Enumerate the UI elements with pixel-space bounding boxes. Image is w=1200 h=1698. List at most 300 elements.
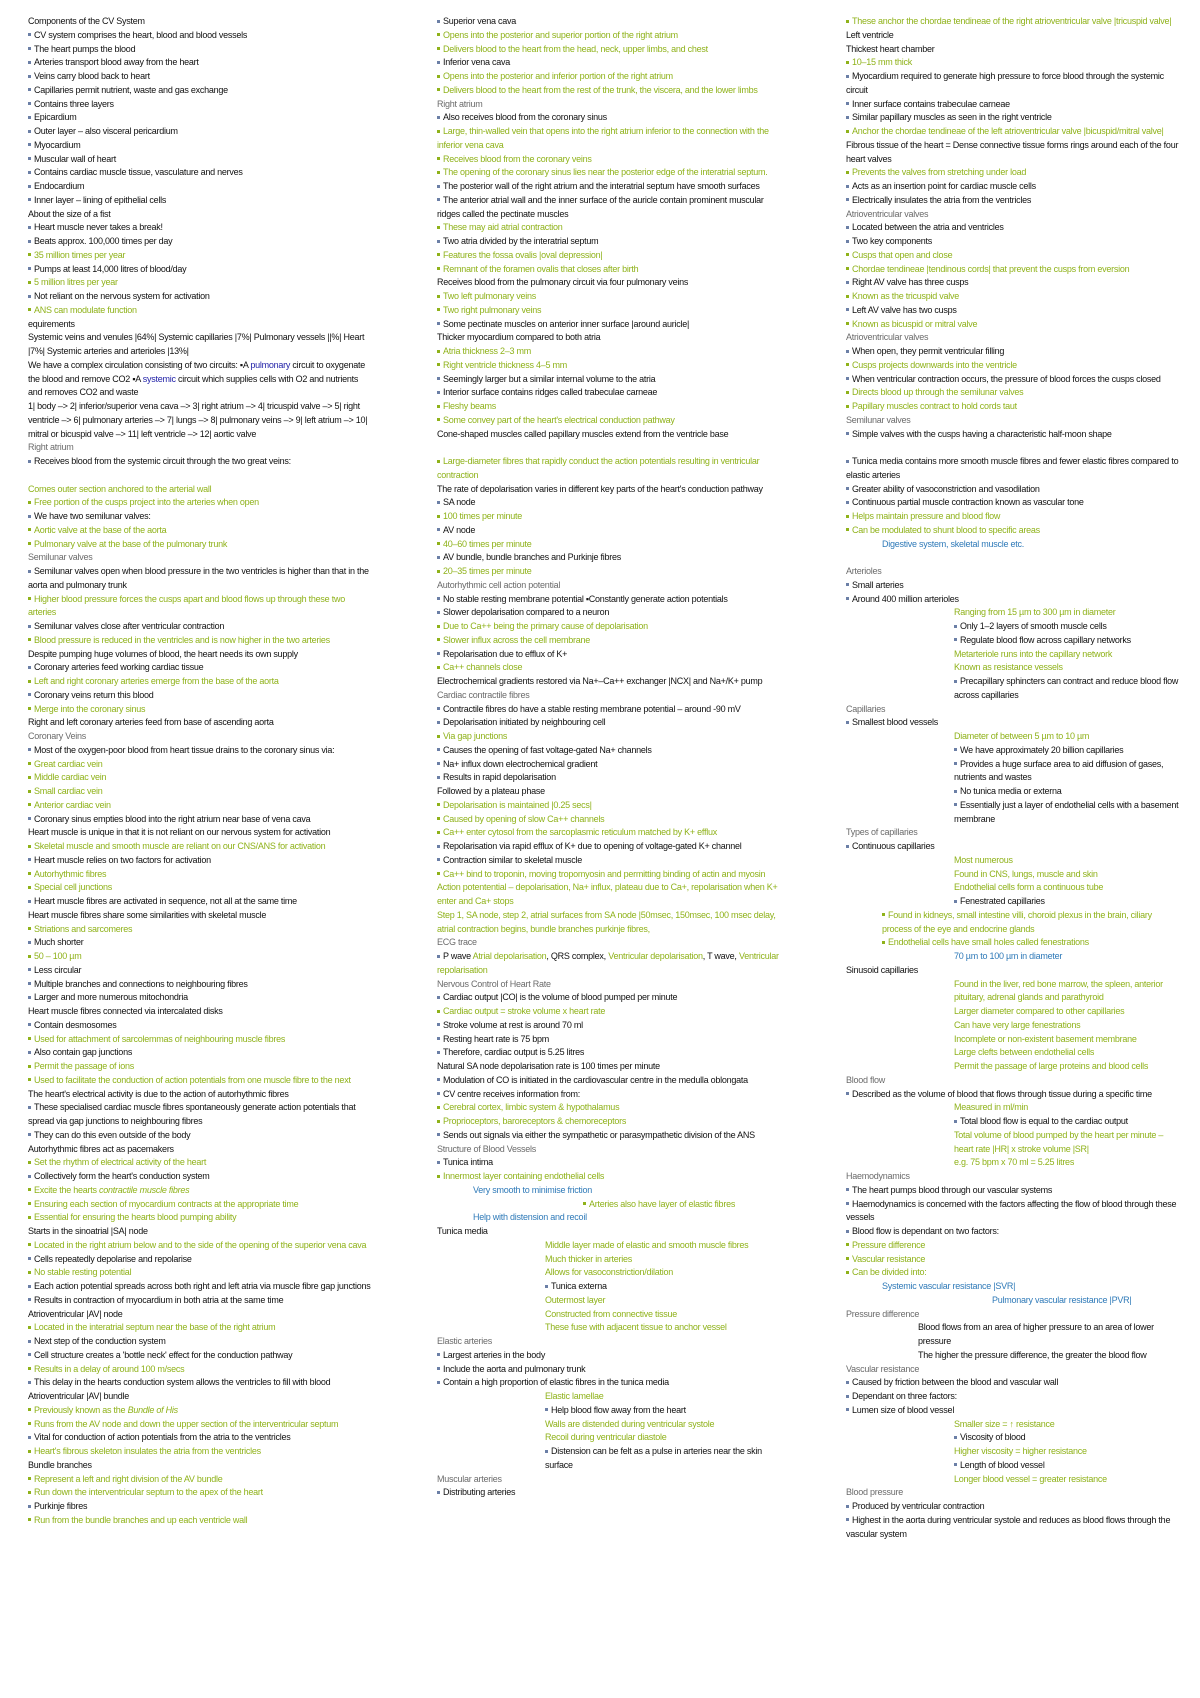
sub-bullet-note: Results in a delay of around 100 m/secs <box>28 1363 373 1377</box>
bullet-item: Length of blood vessel <box>846 1459 1181 1473</box>
sub-bullet-note: Remnant of the foramen ovalis that closes after birth <box>437 263 782 277</box>
sub-bullet-note: Left and right coronary arteries emerge from the base of the aorta <box>28 675 373 689</box>
sub-bullet-note: Striations and sarcomeres <box>28 923 373 937</box>
sub-bullet-note: Cerebral cortex, limbic system & hypothalamus <box>437 1101 782 1115</box>
sub-bullet-note: Higher blood pressure forces the cusps apart and blood flows up through these two arteries <box>28 593 373 621</box>
text-segment: , QRS complex, <box>546 951 609 961</box>
note-heading: Starts in the sinoatrial |SA| node <box>28 1226 148 1236</box>
section-subheading: Nervous Control of Heart Rate <box>437 978 551 989</box>
sub-bullet-note: Proprioceptors, baroreceptors & chemoreceptors <box>437 1115 782 1129</box>
sub-bullet-note: Essential for ensuring the hearts blood pumping ability <box>28 1211 373 1225</box>
bullet-item: Essentially just a layer of endothelial cells with a basement membrane <box>846 799 1181 827</box>
sub-bullet-note: Vascular resistance <box>846 1253 1181 1267</box>
section-subheading: Coronary Veins <box>28 731 87 741</box>
bullet-item: Right AV valve has three cusps <box>846 276 1181 290</box>
section-subheading: Vascular resistance <box>846 1363 920 1374</box>
bullet-item: Cardiac output |CO| is the volume of blood pumped per minute <box>437 991 782 1005</box>
section-subheading: Atrioventricular valves <box>846 208 929 219</box>
note-text: Can have very large fenestrations <box>954 1019 1081 1030</box>
highlighted-note: Systemic vascular resistance |SVR| <box>882 1281 1016 1291</box>
section-subheading: Pressure difference <box>846 1308 920 1319</box>
sub-bullet-note: Merge into the coronary sinus <box>28 703 373 717</box>
sub-bullet-note: Anchor the chordae tendineae of the left atrioventricular valve |bicuspid/mitral valve| <box>846 125 1181 139</box>
bullet-item: Inferior vena cava <box>437 56 782 70</box>
bullet-item: Myocardium <box>28 139 373 153</box>
bullet-item: Causes the opening of fast voltage-gated Na+ channels <box>437 744 782 758</box>
note-text: Constructed from connective tissue <box>545 1308 678 1319</box>
section-subheading: Arterioles <box>846 566 882 576</box>
sub-bullet-note: Can be divided into: <box>846 1266 1181 1280</box>
bullet-item: Produced by ventricular contraction <box>846 1500 1181 1514</box>
bullet-item: This delay in the hearts conduction system allows the ventricles to fill with blood <box>28 1376 373 1390</box>
bullet-item: Depolarisation initiated by neighbouring cell <box>437 716 782 730</box>
sub-bullet-note: Caused by opening of slow Ca++ channels <box>437 813 782 827</box>
bullet-item: Less circular <box>28 964 373 978</box>
bullet-item: These specialised cardiac muscle fibres spontaneously generate action potentials that spread via gap junctions to neighbouring fibres <box>28 1101 373 1129</box>
note-heading: About the size of a fist <box>28 208 111 219</box>
sub-bullet-note: Receives blood from the coronary veins <box>437 153 782 167</box>
bullet-item: Endocardium <box>28 180 373 194</box>
sub-bullet-note: Two right pulmonary veins <box>437 304 782 318</box>
bullet-item: Tunica media contains more smooth muscle fibres and fewer elastic fibres compared to elastic arteries <box>846 455 1181 483</box>
blank-line <box>28 469 373 483</box>
sub-bullet-note: The opening of the coronary sinus lies near the posterior edge of the interatrial septum. <box>437 166 782 180</box>
bullet-item: Caused by friction between the blood and vascular wall <box>846 1376 1181 1390</box>
note-text: e.g. 75 bpm x 70 ml = 5.25 litres <box>954 1157 1075 1168</box>
bullet-item: Left AV valve has two cusps <box>846 304 1181 318</box>
bullet-item: Myocardium required to generate high pressure to force blood through the systemic circuit <box>846 70 1181 98</box>
note-text: Permit the passage of large proteins and blood cells <box>954 1061 1149 1071</box>
note-heading: The higher the pressure difference, the greater the blood flow <box>918 1349 1147 1360</box>
note-text: These fuse with adjacent tissue to anchor vessel <box>545 1322 727 1333</box>
bullet-item: Distributing arteries <box>437 1486 782 1500</box>
bullet-item: Much shorter <box>28 936 373 950</box>
bullet-item: Continuous capillaries <box>846 840 1181 854</box>
bullet-item: Help blood flow away from the heart <box>437 1404 782 1418</box>
section-subheading: Semilunar valves <box>846 414 911 425</box>
note-text: Endothelial cells form a continuous tube <box>954 882 1104 893</box>
bullet-item: Acts as an insertion point for cardiac muscle cells <box>846 180 1181 194</box>
section-subheading: Right atrium <box>437 98 483 109</box>
sub-bullet-note: Middle cardiac vein <box>28 771 373 785</box>
bullet-item: Lumen size of blood vessel <box>846 1404 1181 1418</box>
bullet-item: Dependant on three factors: <box>846 1390 1181 1404</box>
sub-bullet-note: Via gap junctions <box>437 730 782 744</box>
sub-bullet-note: Slower influx across the cell membrane <box>437 634 782 648</box>
note-text: Diameter of between 5 µm to 10 µm <box>954 731 1090 741</box>
sub-bullet-note: Aortic valve at the base of the aorta <box>28 524 373 538</box>
bullet-item: CV system comprises the heart, blood and blood vessels <box>28 29 373 43</box>
sub-bullet-note: Directs blood up through the semilunar valves <box>846 386 1181 400</box>
note-text: Known as resistance vessels <box>954 662 1063 673</box>
note-heading: Thickest heart chamber <box>846 43 935 54</box>
sub-bullet-note: Some convey part of the heart's electrical conduction pathway <box>437 414 782 428</box>
sub-bullet-note: 35 million times per year <box>28 249 373 263</box>
sub-bullet-note: 20–35 times per minute <box>437 565 782 579</box>
bullet-item: Total blood flow is equal to the cardiac output <box>846 1115 1181 1129</box>
sub-bullet-note: Anterior cardiac vein <box>28 799 373 813</box>
note-heading: Cone-shaped muscles called papillary muscles extend from the ventricle base <box>437 428 729 439</box>
note-text: Allows for vasoconstriction/dilation <box>545 1267 674 1278</box>
bullet-item: Smallest blood vessels <box>846 716 1181 730</box>
bullet-item: When open, they permit ventricular filling <box>846 345 1181 359</box>
section-subheading: Blood flow <box>846 1074 886 1085</box>
sub-bullet-note: Set the rhythm of electrical activity of the heart <box>28 1156 373 1170</box>
bullet-item: Collectively form the heart's conduction system <box>28 1170 373 1184</box>
sub-bullet-note: Cusps projects downwards into the ventricle <box>846 359 1181 373</box>
text-segment: Bundle of His <box>127 1404 178 1415</box>
bullet-item: Interior surface contains ridges called trabeculae carneae <box>437 386 782 400</box>
note-heading: equirements <box>28 318 75 329</box>
bullet-item: Modulation of CO is initiated in the cardiovascular centre in the medulla oblongata <box>437 1074 782 1088</box>
sub-bullet-note: Special cell junctions <box>28 881 373 895</box>
bullet-item: Similar papillary muscles as seen in the right ventricle <box>846 111 1181 125</box>
note-heading: Receives blood from the pulmonary circuit via four pulmonary veins <box>437 277 689 288</box>
sub-bullet-note: Opens into the posterior and inferior portion of the right atrium <box>437 70 782 84</box>
section-subheading: Muscular arteries <box>437 1473 502 1484</box>
sub-bullet-note: Opens into the posterior and superior portion of the right atrium <box>437 29 782 43</box>
bullet-item: We have approximately 20 billion capillaries <box>846 744 1181 758</box>
bullet-item: Distension can be felt as a pulse in arteries near the skin surface <box>437 1445 782 1473</box>
highlighted-note: Help with distension and recoil <box>473 1212 587 1223</box>
bullet-item: Only 1–2 layers of smooth muscle cells <box>846 620 1181 634</box>
bullet-item: Heart muscle relies on two factors for activation <box>28 854 373 868</box>
bullet-item: Repolarisation due to efflux of K+ <box>437 648 782 662</box>
bullet-item: Heart muscle fibres are activated in sequence, not all at the same time <box>28 895 373 909</box>
sub-bullet-note: Known as the tricuspid valve <box>846 290 1181 304</box>
bullet-item: Results in contraction of myocardium in both atria at the same time <box>28 1294 373 1308</box>
highlighted-term: pulmonary <box>250 359 291 370</box>
blank-line <box>846 441 1181 455</box>
note-text: Higher viscosity = higher resistance <box>954 1446 1087 1456</box>
bullet-item: Results in rapid depolarisation <box>437 771 782 785</box>
bullet-item: Veins carry blood back to heart <box>28 70 373 84</box>
section-subheading: Types of capillaries <box>846 827 918 838</box>
note-heading: Followed by a plateau phase <box>437 786 545 796</box>
note-heading: Left ventricle <box>846 29 894 40</box>
bullet-item: Purkinje fibres <box>28 1500 373 1514</box>
highlighted-phrase: Atrial depolarisation <box>472 951 547 961</box>
bullet-item: Slower depolarisation compared to a neuron <box>437 606 782 620</box>
note-text: Found in the liver, red bone marrow, the spleen, anterior pituitary, adrenal glands and parathyroid <box>954 978 1163 1003</box>
sub-bullet-note: Cardiac output = stroke volume x heart rate <box>437 1005 782 1019</box>
bullet-item: Repolarisation via rapid efflux of K+ due to opening of voltage-gated K+ channel <box>437 840 782 854</box>
bullet-item: No tunica media or externa <box>846 785 1181 799</box>
sub-bullet-note: Chordae tendineae |tendinous cords| that prevent the cusps from eversion <box>846 263 1181 277</box>
section-subheading: Autorhythmic cell action potential <box>437 579 561 590</box>
bullet-item: CV centre receives information from: <box>437 1088 782 1102</box>
section-subheading: Capillaries <box>846 703 886 714</box>
sub-bullet-note: Ca++ channels close <box>437 661 782 675</box>
bullet-item: Superior vena cava <box>437 15 782 29</box>
note-heading: Blood flows from an area of higher pressure to an area of lower pressure <box>918 1322 1154 1346</box>
note-heading: Autorhythmic fibres act as pacemakers <box>28 1143 174 1154</box>
bullet-item: Coronary sinus empties blood into the right atrium near base of vena cava <box>28 813 373 827</box>
sub-bullet-note: Great cardiac vein <box>28 758 373 772</box>
notes-column-middle <box>437 15 782 1500</box>
note-text: Ranging from 15 µm to 300 µm in diameter <box>954 607 1116 618</box>
note-heading: Components of the CV System <box>28 16 145 26</box>
sub-bullet-note: Located in the interatrial septum near the base of the right atrium <box>28 1321 373 1335</box>
bullet-item: Blood flow is dependant on two factors: <box>846 1225 1181 1239</box>
bullet-item: Coronary veins return this blood <box>28 689 373 703</box>
note-heading: Atrioventricular |AV| bundle <box>28 1391 130 1401</box>
bullet-item: Contractile fibres do have a stable resting membrane potential – around -90 mV <box>437 703 782 717</box>
bullet-item: Epicardium <box>28 111 373 125</box>
bullet-item: Multiple branches and connections to neighbouring fibres <box>28 978 373 992</box>
note-text: Metarteriole runs into the capillary network <box>954 648 1113 659</box>
note-heading: Sinusoid capillaries <box>846 964 919 975</box>
note-text: Found in CNS, lungs, muscle and skin <box>954 868 1098 879</box>
text-segment: Excite the hearts <box>34 1184 100 1195</box>
sub-bullet-note: Prevents the valves from stretching under load <box>846 166 1181 180</box>
note-text: Large clefts between endothelial cells <box>954 1047 1095 1058</box>
bullet-item: Tunica externa <box>437 1280 782 1294</box>
sub-bullet-note: Papillary muscles contract to hold cords taut <box>846 400 1181 414</box>
bullet-item: Each action potential spreads across both right and left atria via muscle fibre gap junctions <box>28 1280 373 1294</box>
text-segment: We have a complex circulation consisting of two circuits: ▪A <box>28 359 251 370</box>
bullet-item: Inner surface contains trabeculae carneae <box>846 98 1181 112</box>
sub-bullet-note <box>28 1404 373 1418</box>
bullet-item: Na+ influx down electrochemical gradient <box>437 758 782 772</box>
sub-bullet-note: Depolarisation is maintained |0.25 secs| <box>437 799 782 813</box>
blank-line <box>846 551 1181 565</box>
sub-bullet-note: Can be modulated to shunt blood to specific areas <box>846 524 1181 538</box>
text-segment: Previously known as the <box>34 1404 128 1415</box>
bullet-item: Fenestrated capillaries <box>846 895 1181 909</box>
bullet-item: Semilunar valves open when blood pressure in the two ventricles is higher than that in the aorta and pulmonary trunk <box>28 565 373 593</box>
sub-bullet-note: Known as bicuspid or mitral valve <box>846 318 1181 332</box>
highlighted-term: systemic <box>142 373 176 384</box>
bullet-item: Coronary arteries feed working cardiac tissue <box>28 661 373 675</box>
sub-bullet-note: Found in kidneys, small intestine villi, choroid plexus in the brain, ciliary process of the eye and endocrine glands <box>846 909 1181 937</box>
sub-bullet-note: These may aid atrial contraction <box>437 221 782 235</box>
bullet-item: Two key components <box>846 235 1181 249</box>
bullet-item: Outer layer – also visceral pericardium <box>28 125 373 139</box>
sub-bullet-note: Large-diameter fibres that rapidly conduct the action potentials resulting in ventricular contraction <box>437 455 782 483</box>
note-heading: Electrochemical gradients restored via Na+–Ca++ exchanger |NCX| and Na+/K+ pump <box>437 676 763 686</box>
note-text: Comes outer section anchored to the arterial wall <box>28 483 212 494</box>
bullet-item: AV bundle, bundle branches and Purkinje fibres <box>437 551 782 565</box>
bullet-item: Receives blood from the systemic circuit through the two great veins: <box>28 455 373 469</box>
section-subheading: Right atrium <box>28 442 74 453</box>
bullet-item: No stable resting membrane potential ▪Constantly generate action potentials <box>437 593 782 607</box>
bullet-item: AV node <box>437 524 782 538</box>
bullet-item: The heart pumps the blood <box>28 43 373 57</box>
bullet-item: Some pectinate muscles on anterior inner surface |around auricle| <box>437 318 782 332</box>
sub-bullet-note: Free portion of the cusps project into the arteries when open <box>28 496 373 510</box>
sub-bullet-note: Due to Ca++ being the primary cause of depolarisation <box>437 620 782 634</box>
sub-bullet-note: Fleshy beams <box>437 400 782 414</box>
sub-bullet-note: Small cardiac vein <box>28 785 373 799</box>
bullet-item: Cell structure creates a 'bottle neck' effect for the conduction pathway <box>28 1349 373 1363</box>
bullet-item: Around 400 million arterioles <box>846 593 1181 607</box>
bullet-item: Larger and more numerous mitochondria <box>28 991 373 1005</box>
sub-bullet-note: Cusps that open and close <box>846 249 1181 263</box>
bullet-item: Located between the atria and ventricles <box>846 221 1181 235</box>
sub-bullet-note: Endothelial cells have small holes called fenestrations <box>846 936 1181 950</box>
bullet-item: SA node <box>437 496 782 510</box>
bullet-item: Arteries transport blood away from the heart <box>28 56 373 70</box>
sub-bullet-note: 5 million litres per year <box>28 276 373 290</box>
bullet-item: Stroke volume at rest is around 70 ml <box>437 1019 782 1033</box>
sub-bullet-note: Delivers blood to the heart from the rest of the trunk, the viscera, and the lower limbs <box>437 84 782 98</box>
sub-bullet-note: 40–60 times per minute <box>437 538 782 552</box>
bullet-item: Simple valves with the cusps having a characteristic half-moon shape <box>846 428 1181 442</box>
bullet-item: Small arteries <box>846 579 1181 593</box>
note-heading: Tunica media <box>437 1226 488 1236</box>
bullet-item: Provides a huge surface area to aid diffusion of gases, nutrients and wastes <box>846 758 1181 786</box>
note-heading <box>28 359 373 400</box>
bullet-item: Vital for conduction of action potentials from the atria to the ventricles <box>28 1431 373 1445</box>
bullet-item: Not reliant on the nervous system for activation <box>28 290 373 304</box>
bullet-item: The posterior wall of the right atrium and the interatrial septum have smooth surfaces <box>437 180 782 194</box>
note-heading: Heart muscle is unique in that it is not reliant on our nervous system for activation <box>28 827 331 838</box>
bullet-item: Most of the oxygen-poor blood from heart tissue drains to the coronary sinus via: <box>28 744 373 758</box>
sub-bullet-note: Used to facilitate the conduction of action potentials from one muscle fibre to the next <box>28 1074 373 1088</box>
note-text: Outermost layer <box>545 1294 606 1305</box>
note-text: Larger diameter compared to other capillaries <box>954 1006 1125 1016</box>
bullet-item: Contraction similar to skeletal muscle <box>437 854 782 868</box>
note-heading: Natural SA node depolarisation rate is 100 times per minute <box>437 1061 660 1071</box>
section-subheading: Semilunar valves <box>28 552 93 563</box>
note-text: Much thicker in arteries <box>545 1253 633 1264</box>
sub-bullet-note: Used for attachment of sarcolemmas of neighbouring muscle fibres <box>28 1033 373 1047</box>
sub-bullet-note: Skeletal muscle and smooth muscle are reliant on our CNS/ANS for activation <box>28 840 373 854</box>
sub-bullet-note: Arteries also have layer of elastic fibres <box>437 1198 782 1212</box>
bullet-item: Viscosity of blood <box>846 1431 1181 1445</box>
sub-bullet-note: Permit the passage of ions <box>28 1060 373 1074</box>
bullet-item: Greater ability of vasoconstriction and vasodilation <box>846 483 1181 497</box>
note-heading: Heart muscle fibres connected via intercalated disks <box>28 1006 223 1016</box>
sub-bullet-note <box>28 1184 373 1198</box>
text-segment: circuit to oxygenate the blood and remove CO2 ▪A <box>28 359 365 384</box>
bullet-item: Precapillary sphincters can contract and reduce blood flow across capillaries <box>846 675 1181 703</box>
sub-bullet-note: Atria thickness 2–3 mm <box>437 345 782 359</box>
sub-bullet-note: No stable resting potential <box>28 1266 373 1280</box>
sub-bullet-note: 10–15 mm thick <box>846 56 1181 70</box>
bullet-item: Tunica intima <box>437 1156 782 1170</box>
text-segment: contractile muscle fibres <box>99 1184 190 1195</box>
blank-line <box>437 441 782 455</box>
bullet-item: Contains cardiac muscle tissue, vasculature and nerves <box>28 166 373 180</box>
bullet-item: The anterior atrial wall and the inner surface of the auricle contain prominent muscular ridges called the pectinate muscles <box>437 194 782 222</box>
note-heading: The rate of depolarisation varies in different key parts of the heart's conduction pathway <box>437 483 763 494</box>
bullet-item: Capillaries permit nutrient, waste and gas exchange <box>28 84 373 98</box>
bullet-item: The heart pumps blood through our vascular systems <box>846 1184 1181 1198</box>
note-text: Total volume of blood pumped by the heart per minute – heart rate |HR| x stroke volume |SR| <box>954 1129 1164 1154</box>
sub-bullet-note: Helps maintain pressure and blood flow <box>846 510 1181 524</box>
sub-bullet-note: Represent a left and right division of the AV bundle <box>28 1473 373 1487</box>
sub-bullet-note: Autorhythmic fibres <box>28 868 373 882</box>
bullet-item: Inner layer – lining of epithelial cells <box>28 194 373 208</box>
sub-bullet-note: Two left pulmonary veins <box>437 290 782 304</box>
bullet-item: Regulate blood flow across capillary networks <box>846 634 1181 648</box>
sub-bullet-note: 100 times per minute <box>437 510 782 524</box>
bullet-item: Also contain gap junctions <box>28 1046 373 1060</box>
sub-bullet-note: Right ventricle thickness 4–5 mm <box>437 359 782 373</box>
highlighted-note: Digestive system, skeletal muscle etc. <box>882 538 1025 549</box>
note-text: Most numerous <box>954 854 1013 865</box>
bullet-item: Also receives blood from the coronary sinus <box>437 111 782 125</box>
highlighted-note: Pulmonary vascular resistance |PVR| <box>992 1294 1132 1305</box>
bullet-item: Electrically insulates the atria from the ventricles <box>846 194 1181 208</box>
note-heading: Thicker myocardium compared to both atria <box>437 332 601 343</box>
sub-bullet-note: Heart's fibrous skeleton insulates the atria from the ventricles <box>28 1445 373 1459</box>
sub-bullet-note: These anchor the chordae tendineae of the right atrioventricular valve |tricuspid valve| <box>846 15 1181 29</box>
note-text: Incomplete or non-existent basement membrane <box>954 1033 1137 1044</box>
note-text: Recoil during ventricular diastole <box>545 1432 667 1443</box>
note-text: Middle layer made of elastic and smooth muscle fibres <box>545 1239 749 1250</box>
bullet-item: Contain desmosomes <box>28 1019 373 1033</box>
bullet-item: Resting heart rate is 75 bpm <box>437 1033 782 1047</box>
sub-bullet-note: Features the fossa ovalis |oval depression| <box>437 249 782 263</box>
bullet-item: We have two semilunar valves: <box>28 510 373 524</box>
bullet-item: Highest in the aorta during ventricular systole and reduces as blood flows through the vascular system <box>846 1514 1181 1542</box>
bullet-item: Seemingly larger but a similar internal volume to the atria <box>437 373 782 387</box>
sub-bullet-note: Blood pressure is reduced in the ventricles and is now higher in the two arteries <box>28 634 373 648</box>
bullet-item: Largest arteries in the body <box>437 1349 782 1363</box>
note-text: Smaller size = ↑ resistance <box>954 1418 1055 1429</box>
section-subheading: Haemodynamics <box>846 1171 910 1181</box>
note-text: Action potentential – depolarisation, Na+ influx, plateau due to Ca+, repolarisation when K+ enter and Ca+ stops <box>437 882 778 906</box>
sub-bullet-note: Located in the right atrium below and to the side of the opening of the superior vena cava <box>28 1239 373 1253</box>
highlighted-note: Very smooth to minimise friction <box>473 1184 593 1195</box>
bullet-item: Described as the volume of blood that flows through tissue during a specific time <box>846 1088 1181 1102</box>
sub-bullet-note: Pulmonary valve at the base of the pulmonary trunk <box>28 538 373 552</box>
bullet-item: Therefore, cardiac output is 5.25 litres <box>437 1046 782 1060</box>
section-subheading: Elastic arteries <box>437 1336 493 1346</box>
bullet-item: Beats approx. 100,000 times per day <box>28 235 373 249</box>
text-segment: circuit which supplies cells with O2 and nutrients and removes CO2 and waste <box>28 373 359 398</box>
highlighted-phrase: Ventricular repolarisation <box>437 951 779 975</box>
bullet-item: Continuous partial muscle contraction known as vascular tone <box>846 496 1181 510</box>
note-heading: Atrioventricular |AV| node <box>28 1308 123 1319</box>
sub-bullet-note: 50 – 100 µm <box>28 950 373 964</box>
text-segment: , T wave, <box>702 951 739 961</box>
notes-column-right <box>846 15 1181 1541</box>
highlighted-note: 70 µm to 100 µm in diameter <box>954 951 1063 961</box>
sub-bullet-note: Ca++ enter cytosol from the sarcoplasmic reticulum matched by K+ efflux <box>437 826 782 840</box>
bullet-item <box>437 950 782 978</box>
bullet-item: They can do this even outside of the body <box>28 1129 373 1143</box>
bullet-item: Pumps at least 14,000 litres of blood/day <box>28 263 373 277</box>
note-text: Elastic lamellae <box>545 1391 604 1401</box>
bullet-item: Two atria divided by the interatrial septum <box>437 235 782 249</box>
section-subheading: Cardiac contractile fibres <box>437 689 530 700</box>
note-heading: Right and left coronary arteries feed from base of ascending aorta <box>28 717 274 728</box>
bullet-item: Haemodynamics is concerned with the factors affecting the flow of blood through these vessels <box>846 1198 1181 1226</box>
section-subheading: Atrioventricular valves <box>846 332 929 343</box>
notes-column-left <box>28 15 373 1528</box>
bullet-item: Include the aorta and pulmonary trunk <box>437 1363 782 1377</box>
text-segment: P wave <box>443 951 473 961</box>
bullet-item: Contains three layers <box>28 98 373 112</box>
note-text: Step 1, SA node, step 2, atrial surfaces from SA node |50msec, 150msec, 100 msec delay, atrial contraction begins, bundle branches purkinje fibres, <box>437 909 776 934</box>
note-heading: Heart muscle fibres share some similarities with skeletal muscle <box>28 909 267 920</box>
bullet-item: Contain a high proportion of elastic fibres in the tunica media <box>437 1376 782 1390</box>
section-subheading: ECG trace <box>437 937 477 948</box>
sub-bullet-note: Pressure difference <box>846 1239 1181 1253</box>
bullet-item: Semilunar valves close after ventricular contraction <box>28 620 373 634</box>
sub-bullet-note: Delivers blood to the heart from the head, neck, upper limbs, and chest <box>437 43 782 57</box>
sub-bullet-note: ANS can modulate function <box>28 304 373 318</box>
sub-bullet-note: Run from the bundle branches and up each ventricle wall <box>28 1514 373 1528</box>
bullet-item: Heart muscle never takes a break! <box>28 221 373 235</box>
note-heading: Despite pumping huge volumes of blood, the heart needs its own supply <box>28 648 298 659</box>
sub-bullet-note: Run down the interventricular septum to the apex of the heart <box>28 1486 373 1500</box>
note-text: Walls are distended during ventricular systole <box>545 1418 715 1429</box>
